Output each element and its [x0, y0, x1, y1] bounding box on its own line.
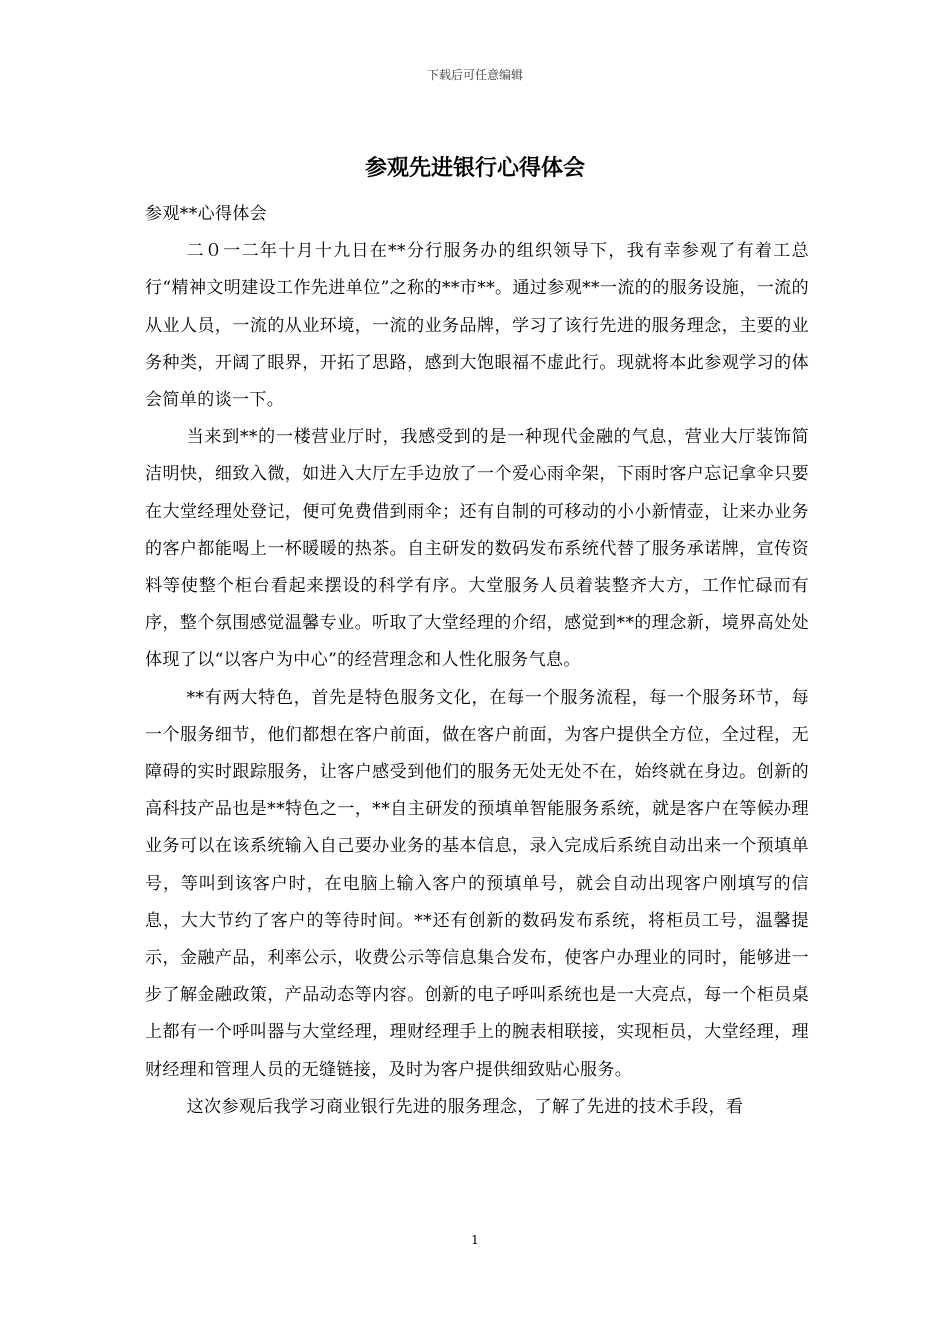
page-number: 1: [471, 1233, 479, 1247]
paragraph: **有两大特色，首先是特色服务文化，在每一个服务流程，每一个服务环节，每一个服务细节，他们都想在客户前面，做在客户前面，为客户提供全方位，全过程，无障碍的实时跟踪服务，让客户感受到他们的服务无处无处不在，始终就在身边。创新的高科技产品也是**特色之一，**自主研发的预填单智能服务系统，就是客户在等候办理业务可以在该系统输入自己要办业务的基本信息，录入完成后系统自动出来一个预填单号，等叫到该客户时，在电脑上输入客户的预填单号，就会自动出现客户刚填写的信息，大大节约了客户的等待时间。**还有创新的数码发布系统，将柜员工号，温馨提示，金融产品，利率公示，收费公示等信息集合发布，使客户办理业的同时，能够进一步了解金融政策，产品动态等内容。创新的电子呼叫系统也是一大亮点，每一个柜员桌上都有一个呼叫器与大堂经理，理财经理手上的腕表相联接，实现柜员，大堂经理，理财经理和管理人员的无缝链接，及时为客户提供细致贴心服务。: [145, 687, 809, 1080]
paragraph: 二０一二年十月十九日在**分行服务办的组织领导下，我有幸参观了有着工总行“精神文明建设工作先进单位”之称的**市**。通过参观**一流的的服务设施，一流的从业人员，一流的从业环境，一流的业务品牌，学习了该行先进的服务理念，主要的业务种类，开阔了眼界，开拓了思路，感到大饱眼福不虚此行。现就将本此参观学习的体会简单的谈一下。: [145, 241, 809, 411]
document-body: [145, 196, 809, 1126]
document-title: 参观先进银行心得体会: [364, 156, 585, 181]
page-header: 下载后可任意编辑: [426, 68, 523, 82]
paragraph: 当来到**的一楼营业厅时，我感受到的是一种现代金融的气息，营业大厅装饰简洁明快，细致入微，如进入大厅左手边放了一个爱心雨伞架，下雨时客户忘记拿伞只要在大堂经理处登记，便可免费借到雨伞；还有自制的可移动的小小新情壶，让来办业务的客户都能喝上一杯暖暖的热茶。自主研发的数码发布系统代替了服务承诺牌，宣传资料等使整个柜台看起来摆设的科学有序。大堂服务人员着装整齐大方，工作忙碌而有序，整个氛围感觉温馨专业。听取了大堂经理的介绍，感觉到**的理念新，境界高处处体现了以“以客户为中心”的经营理念和人性化服务气息。: [145, 427, 809, 671]
document-subtitle: 参观**心得体会: [145, 204, 268, 224]
paragraph: 这次参观后我学习商业银行先进的服务理念，了解了先进的技术手段，看: [186, 1096, 744, 1117]
